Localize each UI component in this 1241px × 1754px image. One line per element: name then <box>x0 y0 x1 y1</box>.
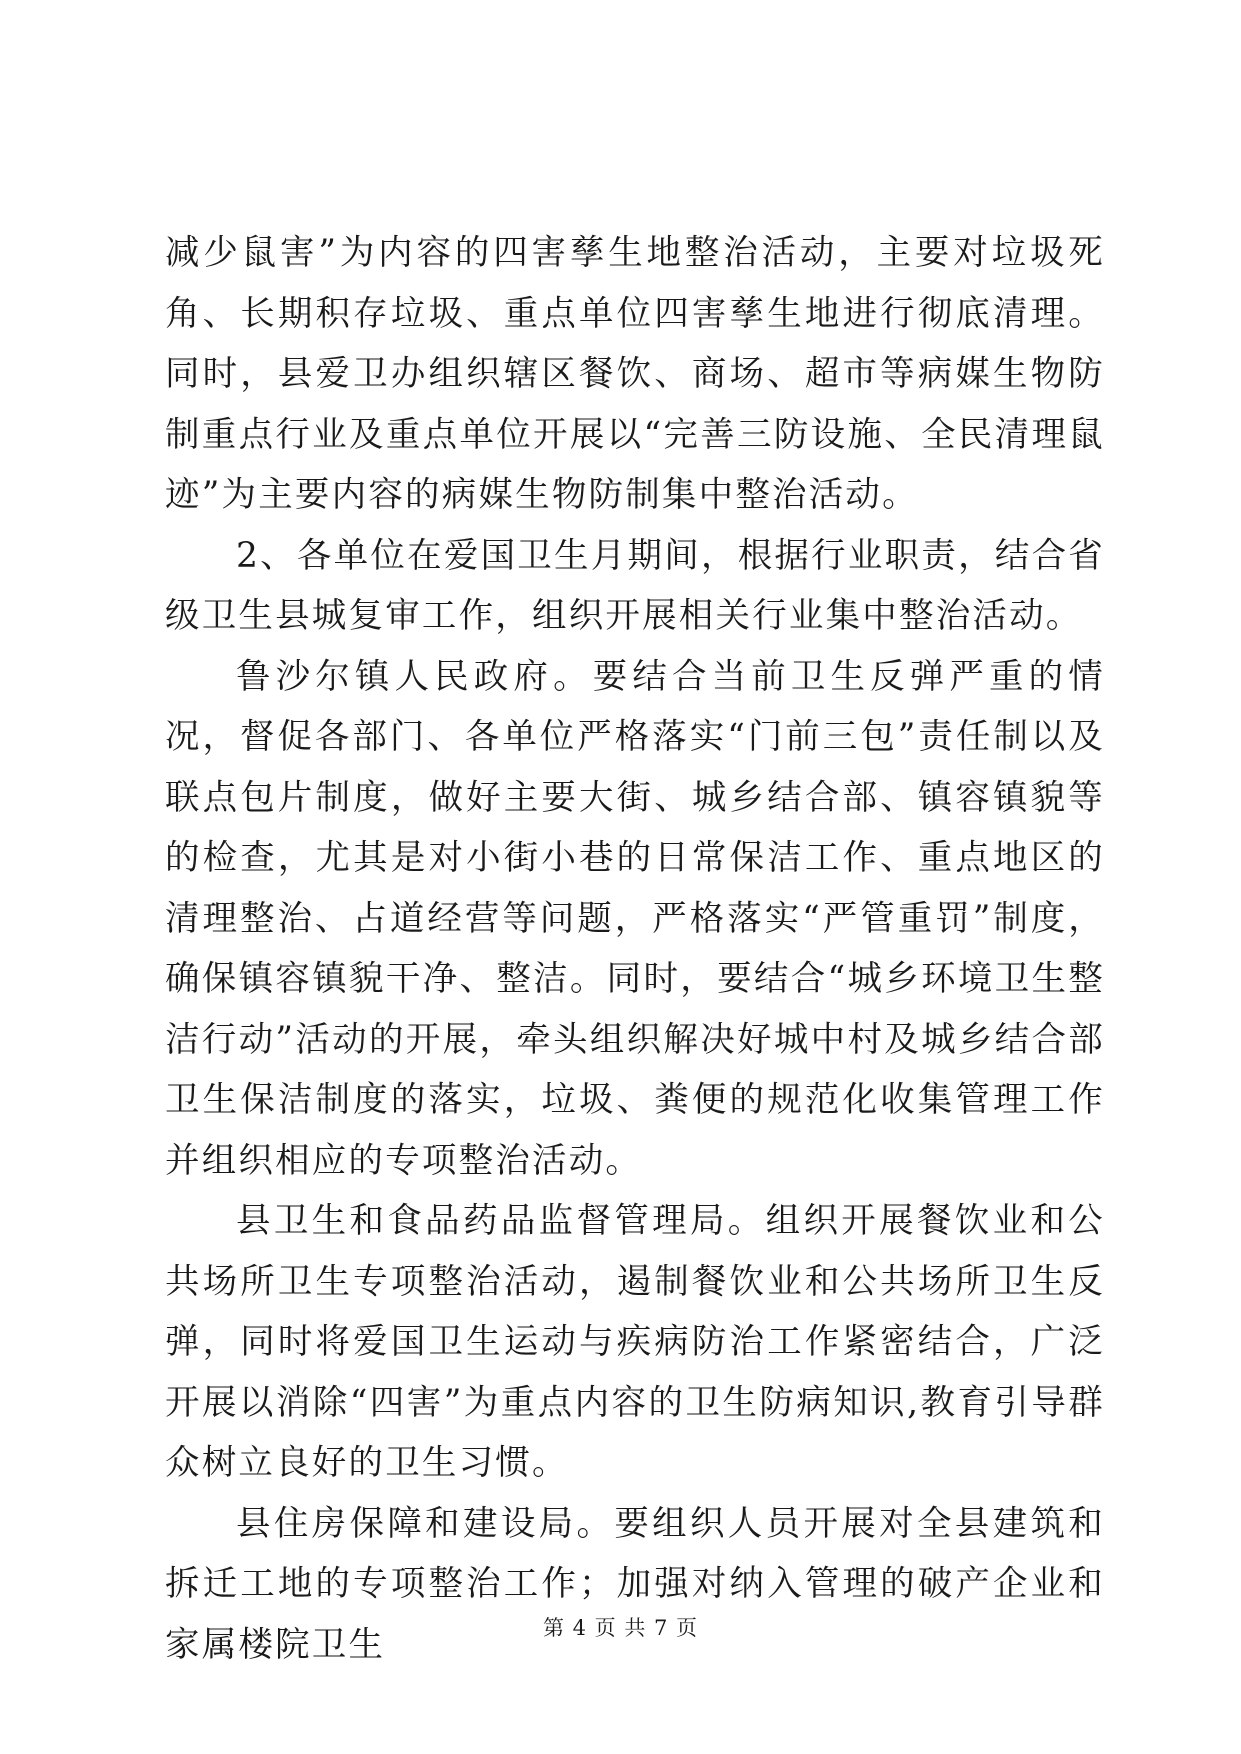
paragraph-5: 县住房保障和建设局。要组织人员开展对全县建筑和拆迁工地的专项整治工作；加强对纳入管理的破产企业和家属楼院卫生 <box>165 1503 1105 1665</box>
document-body <box>165 223 1105 1675</box>
paragraph-4: 县卫生和食品药品监督管理局。组织开展餐饮业和公共场所卫生专项整治活动，遏制餐饮业和公共场所卫生反弹，同时将爱国卫生运动与疾病防治工作紧密结合，广泛开展以消除“四害”为重点内容的卫生防病知识,教育引导群众树立良好的卫生习惯。 <box>165 1201 1105 1483</box>
paragraph-2: 2、各单位在爱国卫生月期间，根据行业职责，结合省级卫生县城复审工作，组织开展相关行业集中整治活动。 <box>165 535 1105 636</box>
paragraph-1: 减少鼠害”为内容的四害孳生地整治活动，主要对垃圾死角、长期积存垃圾、重点单位四害孳生地进行彻底清理。同时，县爱卫办组织辖区餐饮、商场、超市等病媒生物防制重点行业及重点单位开展以“完善三防设施、全民清理鼠迹”为主要内容的病媒生物防制集中整治活动。 <box>165 233 1105 515</box>
page-number-footer: 第 4 页 共 7 页 <box>542 1616 699 1640</box>
paragraph-3: 鲁沙尔镇人民政府。要结合当前卫生反弹严重的情况，督促各部门、各单位严格落实“门前三包”责任制以及联点包片制度，做好主要大街、城乡结合部、镇容镇貌等的检查，尤其是对小街小巷的日常保洁工作、重点地区的清理整治、占道经营等问题，严格落实“严管重罚”制度，确保镇容镇貌干净、整洁。同时，要结合“城乡环境卫生整洁行动”活动的开展，牵头组织解决好城中村及城乡结合部卫生保洁制度的落实，垃圾、粪便的规范化收集管理工作并组织相应的专项整治活动。 <box>165 656 1105 1181</box>
